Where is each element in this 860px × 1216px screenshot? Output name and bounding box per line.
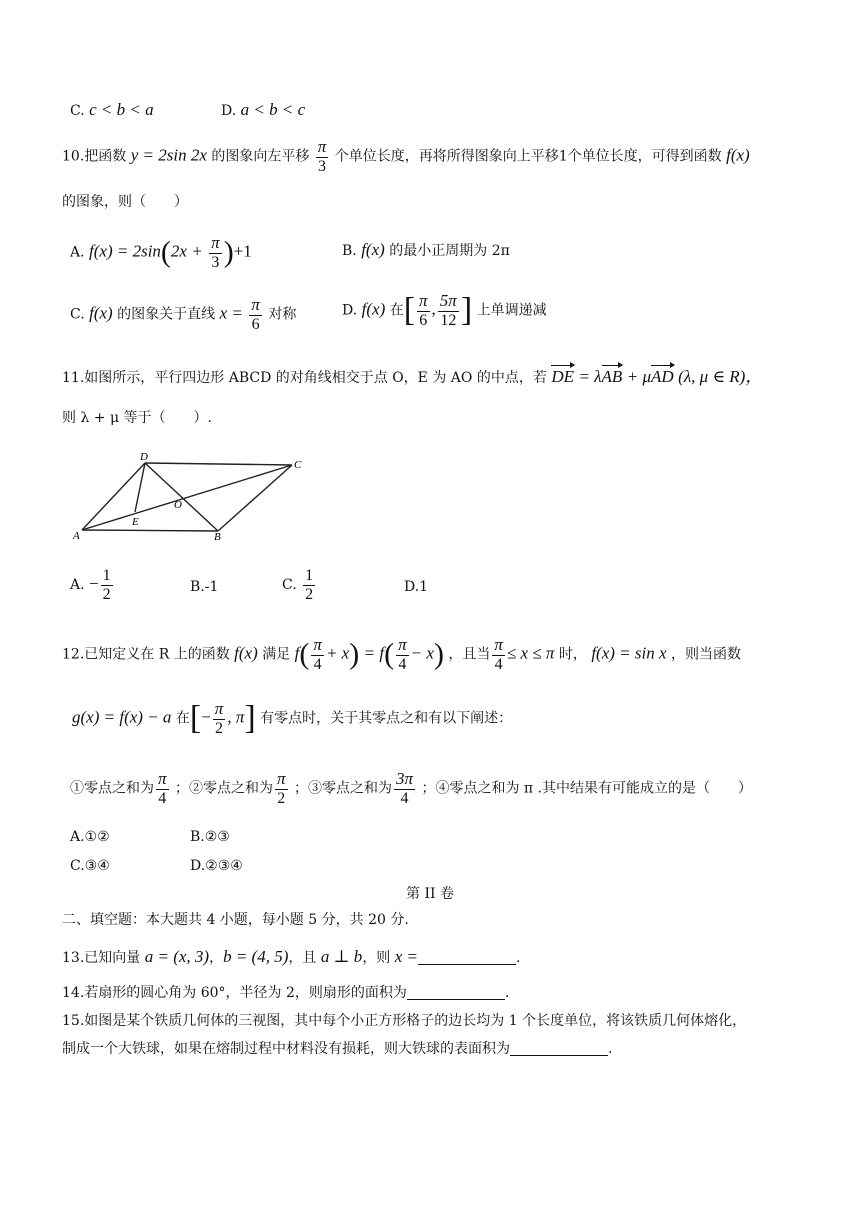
q12-stem — [62, 636, 741, 673]
frac-num: 5π — [439, 291, 457, 310]
frac-den: 4 — [158, 789, 167, 807]
q13: 13.已知向量 a = (x, 3)，b = (4, 5)，且 a ⊥ b，则 x = . — [62, 947, 521, 966]
fraction — [249, 296, 262, 333]
stem-text: ，且 — [288, 950, 317, 966]
frac-den: 2 — [277, 789, 286, 807]
option-text: 对称 — [268, 306, 297, 323]
label-a: A — [73, 530, 80, 540]
option-label: A. — [70, 577, 85, 594]
math-expr: f(x) — [726, 145, 750, 165]
label-e: E — [132, 516, 139, 528]
fraction — [394, 770, 415, 807]
q9-option-d — [221, 101, 305, 118]
option-expr: a < b < c — [240, 100, 306, 119]
math-expr: +1 — [233, 241, 252, 261]
math-expr: b = (4, 5) — [223, 947, 289, 966]
frac-den: 3 — [211, 253, 220, 271]
math-expr: − x — [410, 643, 434, 663]
stem-text: 有零点时，关于其零点之和有以下阐述： — [260, 710, 513, 727]
frac-den: 2 — [305, 585, 314, 603]
diagonal-db — [145, 463, 218, 531]
edge-ab — [82, 530, 218, 531]
answer-blank[interactable] — [407, 985, 505, 1000]
stem-text: 时， — [558, 646, 587, 663]
bracket: [ — [403, 291, 416, 329]
part-2-heading: 二、填空题：本大题共 4 小题，每小题 5 分，共 20 分. — [62, 912, 409, 928]
stem-text: ，则当函数 — [670, 646, 741, 663]
stem-text: 的图象向左平移 — [211, 148, 310, 165]
q10-option-c — [70, 296, 296, 333]
fraction — [311, 636, 324, 673]
stem-text: 13.已知向量 — [62, 950, 141, 966]
fraction — [316, 138, 329, 175]
q12-option-b: B.②③ — [190, 829, 230, 845]
q12-option-c: C.③④ — [70, 858, 110, 874]
label-c: C — [294, 459, 302, 471]
q15-line1: 15.如图是某个铁质几何体的三视图，其中每个小正方形格子的边长均为 1 个长度单位，将该铁质几何体熔化， — [62, 1013, 747, 1029]
stem-text: . — [516, 950, 521, 966]
frac-num: π — [419, 291, 428, 310]
fraction — [417, 292, 430, 329]
frac-den: 4 — [313, 655, 322, 673]
math-expr: f(x) — [89, 303, 113, 323]
q11-option-c — [282, 567, 317, 603]
frac-num: π — [214, 699, 224, 718]
stem-text: 12.已知定义在 R 上的函数 — [62, 646, 230, 663]
fraction — [156, 770, 169, 807]
label-b: B — [214, 531, 221, 540]
bracket: ] — [244, 699, 256, 737]
option-label: D. — [342, 302, 358, 319]
math-sign: − — [201, 707, 211, 727]
q9-option-c — [70, 101, 154, 118]
q10-option-d — [342, 292, 547, 329]
frac-den: 3 — [318, 157, 327, 175]
math-expr: x = — [219, 303, 243, 323]
paren: ) — [349, 637, 360, 671]
paren: ) — [433, 637, 444, 671]
answer-blank[interactable] — [510, 1041, 608, 1056]
bracket: ] — [460, 291, 473, 329]
math-expr: = f — [363, 643, 385, 663]
option-label: A. — [70, 244, 85, 261]
stem-text: ，则 — [362, 950, 391, 966]
math-expr: f(x) = sin x — [591, 643, 667, 663]
frac-num: π — [276, 769, 286, 788]
option-text: 的图象关于直线 — [117, 306, 216, 323]
parallelogram-figure — [60, 448, 310, 540]
statement-text: ；③零点之和为 — [293, 780, 392, 797]
answer-blank[interactable] — [418, 950, 516, 965]
math-expr: + μ — [626, 367, 652, 386]
frac-num: 1 — [102, 567, 111, 584]
option-text: 在 — [389, 302, 404, 319]
stem-text: 14.若扇形的圆心角为 60°，半径为 2，则扇形的面积为 — [62, 985, 407, 1001]
math-expr: f(x) — [361, 299, 386, 319]
fraction — [213, 700, 226, 737]
q11-option-d: D.1 — [404, 579, 429, 595]
q11-option-a — [70, 567, 115, 603]
math-expr: + x — [325, 643, 350, 663]
fraction — [275, 770, 288, 807]
stem-text: 满足 — [262, 646, 291, 663]
option-label: C. — [282, 577, 297, 594]
frac-num: π — [398, 635, 407, 654]
math-expr: f — [294, 643, 300, 663]
frac-den: 2 — [102, 585, 111, 603]
math-expr: , π — [227, 707, 245, 727]
frac-num: π — [494, 635, 503, 654]
statement-text: ；②零点之和为 — [174, 780, 273, 797]
stem-text: 个单位长度，再将所得图象向上平移1个单位长度，可得到函数 — [334, 148, 722, 165]
frac-den: 4 — [400, 789, 409, 807]
math-expr: g(x) = f(x) − a — [72, 707, 172, 727]
fraction — [303, 567, 315, 603]
stem-text: 在 — [175, 710, 190, 727]
frac-den: 4 — [494, 655, 503, 673]
frac-num: π — [211, 233, 220, 252]
frac-num: 1 — [305, 567, 314, 584]
frac-num: π — [317, 137, 327, 156]
q10-stem — [62, 138, 750, 175]
option-label: D. — [221, 103, 237, 119]
frac-den: 4 — [398, 655, 407, 673]
math-expr: x = — [394, 947, 419, 966]
stem-text: 11.如图所示，平行四边形 ABCD 的对角线相交于点 O，E 为 AO 的中点，若 — [62, 370, 547, 386]
frac-num: 3π — [395, 769, 413, 788]
fraction — [396, 636, 409, 673]
q10-option-a — [70, 234, 252, 271]
frac-den: 12 — [440, 311, 457, 329]
fraction — [209, 234, 222, 271]
comma: , — [431, 299, 436, 319]
math-expr: = λ — [578, 367, 602, 386]
statement-text: ；④零点之和为 π .其中结果有可能成立的是（ ） — [421, 780, 753, 797]
segment-de — [135, 463, 145, 512]
stem-text: 制成一个大铁球，如果在熔制过程中材料没有损耗，则大铁球的表面积为 — [62, 1041, 510, 1057]
frac-num: π — [251, 295, 260, 314]
q12-option-a: A.①② — [70, 829, 110, 845]
q14 — [62, 985, 509, 1000]
math-expr: 2x + — [170, 241, 203, 261]
frac-num: π — [158, 769, 167, 788]
section-title: 第 II 卷 — [406, 886, 454, 902]
stem-text: . — [608, 1041, 613, 1057]
math-expr: f(x) — [234, 643, 258, 663]
frac-den: 6 — [251, 315, 260, 333]
option-label: C. — [70, 306, 85, 323]
q11-stem-line2: 则 λ + μ 等于（ ）. — [62, 410, 212, 426]
fraction — [101, 567, 113, 603]
q11-option-b: B.-1 — [190, 579, 219, 595]
q12-stem-line2 — [72, 700, 512, 737]
edge-cb — [218, 465, 292, 531]
fraction — [438, 292, 459, 329]
vector-ab: AB — [601, 367, 623, 386]
math-expr: a ⊥ b — [320, 947, 363, 966]
paren: ) — [223, 235, 234, 269]
option-label: C. — [70, 103, 85, 119]
paren: ( — [160, 235, 171, 269]
q10-stem-line2: 的图象，则（ ） — [62, 194, 188, 210]
stem-text: . — [504, 985, 510, 1001]
vector-de: DE — [551, 367, 574, 386]
bracket: [ — [189, 699, 202, 737]
paren: ( — [384, 637, 395, 671]
option-expr: c < b < a — [89, 100, 154, 119]
option-label: B. — [342, 243, 357, 259]
edge-dc — [145, 463, 292, 465]
q11-stem — [62, 368, 762, 385]
vector-ad: AD — [651, 367, 674, 386]
label-o: O — [174, 499, 182, 511]
option-text: 的最小正周期为 2π — [389, 243, 510, 259]
math-expr: a = (x, 3) — [144, 947, 210, 966]
q15-line2 — [62, 1041, 612, 1056]
math-expr: ≤ x ≤ π — [506, 643, 555, 663]
math-expr: (λ, μ ∈ R)， — [678, 367, 763, 386]
frac-den: 6 — [419, 311, 428, 329]
q12-statements — [70, 770, 752, 807]
math-sign: − — [89, 574, 99, 594]
math-expr: f(x) — [361, 240, 385, 259]
frac-num: π — [313, 635, 322, 654]
option-text: 上单调递减 — [476, 302, 547, 319]
statement-text: ①零点之和为 — [70, 780, 154, 797]
stem-text: ，且当 — [448, 646, 491, 663]
fraction — [492, 636, 505, 673]
frac-den: 2 — [215, 719, 224, 737]
q12-option-d: D.②③④ — [190, 858, 243, 874]
math-expr: y = 2sin 2x — [130, 145, 207, 165]
paren: ( — [299, 637, 310, 671]
q10-option-b — [342, 241, 510, 258]
label-d: D — [140, 451, 148, 463]
stem-text: 10.把函数 — [62, 148, 127, 165]
math-expr: f(x) = 2sin — [89, 241, 161, 261]
